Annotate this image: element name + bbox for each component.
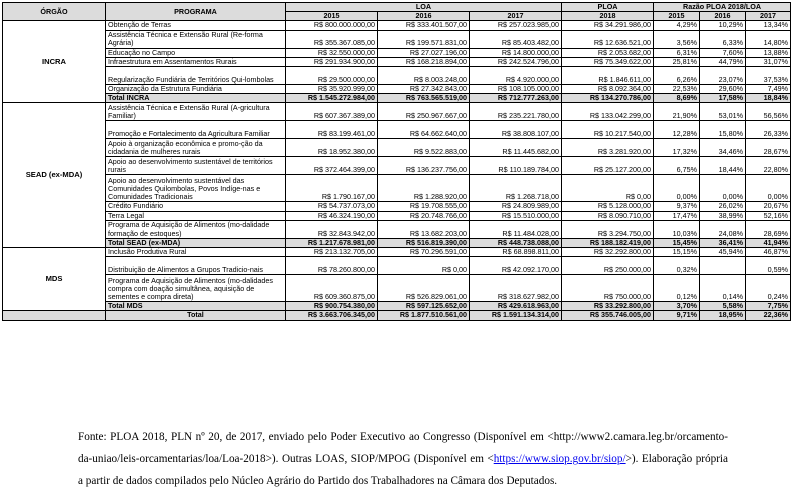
- organ-cell: SEAD (ex-MDA): [3, 103, 106, 248]
- row-program: Assistência Técnica e Extensão Rural (Re-forma Agrária): [106, 30, 286, 48]
- table-row: [3, 85, 791, 94]
- row-ratio-2017: 20,67%: [746, 202, 791, 211]
- row-value-2016: R$ 0,00: [378, 257, 470, 275]
- budget-table-container: [2, 2, 790, 321]
- header-programa: PROGRAMA: [106, 3, 286, 21]
- header-year-loa-2017: 2017: [470, 12, 562, 21]
- total-value-2015: R$ 1.545.272.984,00: [286, 94, 378, 103]
- total-value-2016: R$ 597.125.652,00: [378, 302, 470, 311]
- total-value-2018: R$ 33.292.800,00: [562, 302, 654, 311]
- total-ratio-2017: 18,84%: [746, 94, 791, 103]
- row-value-2018: R$ 5.128.000,00: [562, 202, 654, 211]
- row-value-2018: R$ 34.291.986,00: [562, 21, 654, 30]
- row-ratio-2017: 52,16%: [746, 211, 791, 220]
- row-program: Inclusão Produtiva Rural: [106, 248, 286, 257]
- row-ratio-2016: 7,60%: [700, 48, 746, 57]
- row-ratio-2016: 34,46%: [700, 139, 746, 157]
- row-value-2017: R$ 108.105.000,00: [470, 85, 562, 94]
- grand-total-row: [3, 311, 791, 320]
- row-ratio-2015: 21,90%: [654, 103, 700, 121]
- row-ratio-2015: 4,29%: [654, 21, 700, 30]
- row-value-2016: R$ 250.967.667,00: [378, 103, 470, 121]
- total-program: Total MDS: [106, 302, 286, 311]
- total-ratio-2015: 3,70%: [654, 302, 700, 311]
- total-ratio-2016: 5,58%: [700, 302, 746, 311]
- row-ratio-2015: 6,31%: [654, 48, 700, 57]
- total-value-2018: R$ 188.182.419,00: [562, 238, 654, 247]
- grand-total-ratio-2016: 18,95%: [700, 311, 746, 320]
- row-program: Infraestrutura em Assentamentos Rurais: [106, 57, 286, 66]
- row-ratio-2015: 12,28%: [654, 121, 700, 139]
- row-value-2018: R$ 32.292.800,00: [562, 248, 654, 257]
- row-value-2017: R$ 24.809.989,00: [470, 202, 562, 211]
- row-ratio-2015: 3,56%: [654, 30, 700, 48]
- budget-table-body: [3, 21, 791, 320]
- row-ratio-2017: 0,24%: [746, 275, 791, 302]
- header-ploa: PLOA: [562, 3, 654, 12]
- row-value-2018: R$ 3.294.750,00: [562, 220, 654, 238]
- row-program: Distribuição de Alimentos a Grupos Tradicio-nais: [106, 257, 286, 275]
- row-ratio-2015: 17,47%: [654, 211, 700, 220]
- total-ratio-2017: 7,75%: [746, 302, 791, 311]
- row-value-2018: R$ 8.092.364,00: [562, 85, 654, 94]
- grand-total-value-2015: R$ 3.663.706.345,00: [286, 311, 378, 320]
- row-value-2016: R$ 27.342.843,00: [378, 85, 470, 94]
- row-value-2016: R$ 333.401.507,00: [378, 21, 470, 30]
- table-row: [3, 67, 791, 85]
- row-value-2017: R$ 68.898.811,00: [470, 248, 562, 257]
- table-row: [3, 220, 791, 238]
- header-year-ratio-2017: 2017: [746, 12, 791, 21]
- total-value-2017: R$ 448.738.088,00: [470, 238, 562, 247]
- total-ratio-2015: 8,69%: [654, 94, 700, 103]
- row-value-2016: R$ 19.708.555,00: [378, 202, 470, 211]
- row-ratio-2017: 26,33%: [746, 121, 791, 139]
- header-loa: LOA: [286, 3, 562, 12]
- grand-total-program: Total: [106, 311, 286, 320]
- header-year-ploa-2018: 2018: [562, 12, 654, 21]
- total-ratio-2016: 17,58%: [700, 94, 746, 103]
- row-value-2015: R$ 355.367.085,00: [286, 30, 378, 48]
- row-ratio-2015: 6,75%: [654, 157, 700, 175]
- total-row: [3, 302, 791, 311]
- row-program: Programa de Aquisição de Alimentos (mo-dalidade formação de estoques): [106, 220, 286, 238]
- row-value-2016: R$ 168.218.894,00: [378, 57, 470, 66]
- row-value-2018: R$ 250.000,00: [562, 257, 654, 275]
- row-value-2018: R$ 12.636.521,00: [562, 30, 654, 48]
- row-value-2015: R$ 609.360.875,00: [286, 275, 378, 302]
- row-ratio-2016: 26,02%: [700, 202, 746, 211]
- row-value-2015: R$ 18.952.380,00: [286, 139, 378, 157]
- row-program: Apoio ao desenvolvimento sustentável das Comunidades Quilombolas, Povos Indíge-nas e Comunidades Tradicionais: [106, 175, 286, 202]
- row-value-2016: R$ 8.003.248,00: [378, 67, 470, 85]
- row-value-2016: R$ 199.571.831,00: [378, 30, 470, 48]
- grand-total-value-2016: R$ 1.877.510.561,00: [378, 311, 470, 320]
- row-ratio-2016: 18,44%: [700, 157, 746, 175]
- row-value-2017: R$ 235.221.780,00: [470, 103, 562, 121]
- source-text: Fonte: PLOA 2018, PLN nº 20, de 2017, enviado pelo Poder Executivo ao Congresso (Disponível em <http://www2.camara.leg.br/orcamento-da-uniao/leis-orcamentarias/loa/Loa-2018>). Outras LOAS, SIOP/MPOG (Disponível em <: [78, 431, 728, 466]
- row-value-2016: R$ 13.682.203,00: [378, 220, 470, 238]
- grand-total-organ-empty: [3, 311, 106, 320]
- header-razao: Razão PLOA 2018/LOA: [654, 3, 791, 12]
- total-value-2016: R$ 516.819.390,00: [378, 238, 470, 247]
- row-ratio-2016: 15,80%: [700, 121, 746, 139]
- row-ratio-2015: 25,81%: [654, 57, 700, 66]
- source-note: [78, 426, 728, 492]
- grand-total-value-2018: R$ 355.746.005,00: [562, 311, 654, 320]
- header-year-ratio-2015: 2015: [654, 12, 700, 21]
- table-row: [3, 275, 791, 302]
- table-row: [3, 21, 791, 30]
- row-ratio-2017: 31,07%: [746, 57, 791, 66]
- row-ratio-2015: 6,26%: [654, 67, 700, 85]
- total-program: Total INCRA: [106, 94, 286, 103]
- table-row: [3, 121, 791, 139]
- total-value-2016: R$ 763.565.519,00: [378, 94, 470, 103]
- row-ratio-2017: 13,34%: [746, 21, 791, 30]
- row-program: Obtenção de Terras: [106, 21, 286, 30]
- source-text-end: >). Elaboração própria a partir de dados compilados pelo Núcleo Agrário do Partido dos Trabalhadores na Câmara dos Deputados.: [78, 453, 728, 488]
- row-value-2017: R$ 11.445.682,00: [470, 139, 562, 157]
- row-value-2015: R$ 372.464.399,00: [286, 157, 378, 175]
- total-ratio-2015: 15,45%: [654, 238, 700, 247]
- total-value-2017: R$ 429.618.963,00: [470, 302, 562, 311]
- row-value-2018: R$ 10.217.540,00: [562, 121, 654, 139]
- row-value-2015: R$ 800.000.000,00: [286, 21, 378, 30]
- row-value-2016: R$ 20.748.766,00: [378, 211, 470, 220]
- grand-total-value-2017: R$ 1.591.134.314,00: [470, 311, 562, 320]
- table-row: [3, 48, 791, 57]
- row-program: Organização da Estrutura Fundiária: [106, 85, 286, 94]
- total-value-2018: R$ 134.270.786,00: [562, 94, 654, 103]
- total-value-2015: R$ 1.217.678.981,00: [286, 238, 378, 247]
- row-ratio-2017: 46,87%: [746, 248, 791, 257]
- header-orgao: ÓRGÃO: [3, 3, 106, 21]
- grand-total-ratio-2015: 9,71%: [654, 311, 700, 320]
- row-value-2015: R$ 32.550.000,00: [286, 48, 378, 57]
- table-row: [3, 175, 791, 202]
- row-value-2018: R$ 3.281.920,00: [562, 139, 654, 157]
- row-value-2017: R$ 4.920.000,00: [470, 67, 562, 85]
- budget-table: [2, 2, 791, 321]
- header-year-loa-2016: 2016: [378, 12, 470, 21]
- row-ratio-2017: 0,00%: [746, 175, 791, 202]
- table-row: [3, 202, 791, 211]
- row-ratio-2017: 13,88%: [746, 48, 791, 57]
- row-ratio-2017: 7,49%: [746, 85, 791, 94]
- row-program: Apoio à organização econômica e promo-ção da cidadania de mulheres rurais: [106, 139, 286, 157]
- row-program: Terra Legal: [106, 211, 286, 220]
- header-year-ratio-2016: 2016: [700, 12, 746, 21]
- row-value-2015: R$ 29.500.000,00: [286, 67, 378, 85]
- table-row: [3, 139, 791, 157]
- row-value-2017: R$ 318.627.982,00: [470, 275, 562, 302]
- row-value-2015: R$ 83.199.461,00: [286, 121, 378, 139]
- row-value-2016: R$ 136.237.756,00: [378, 157, 470, 175]
- row-program: Regularização Fundiária de Territórios Qui-lombolas: [106, 67, 286, 85]
- row-value-2018: R$ 133.042.299,00: [562, 103, 654, 121]
- row-ratio-2016: [700, 257, 746, 275]
- table-row: [3, 248, 791, 257]
- row-ratio-2016: 38,99%: [700, 211, 746, 220]
- table-row: [3, 211, 791, 220]
- row-value-2016: R$ 1.288.920,00: [378, 175, 470, 202]
- row-value-2015: R$ 46.324.190,00: [286, 211, 378, 220]
- row-ratio-2016: 6,33%: [700, 30, 746, 48]
- row-value-2015: R$ 607.367.389,00: [286, 103, 378, 121]
- row-value-2018: R$ 0,00: [562, 175, 654, 202]
- row-ratio-2017: 37,53%: [746, 67, 791, 85]
- row-value-2017: R$ 110.189.784,00: [470, 157, 562, 175]
- row-value-2015: R$ 32.843.942,00: [286, 220, 378, 238]
- total-row: [3, 94, 791, 103]
- row-program: Crédito Fundiário: [106, 202, 286, 211]
- row-value-2015: R$ 1.790.167,00: [286, 175, 378, 202]
- row-value-2017: R$ 15.510.000,00: [470, 211, 562, 220]
- row-ratio-2016: 10,29%: [700, 21, 746, 30]
- total-value-2015: R$ 900.754.380,00: [286, 302, 378, 311]
- table-row: [3, 57, 791, 66]
- total-ratio-2016: 36,41%: [700, 238, 746, 247]
- row-value-2016: R$ 70.296.591,00: [378, 248, 470, 257]
- row-value-2015: R$ 35.920.999,00: [286, 85, 378, 94]
- row-value-2017: R$ 14.800.000,00: [470, 48, 562, 57]
- row-value-2015: R$ 54.737.073,00: [286, 202, 378, 211]
- row-value-2016: R$ 64.662.640,00: [378, 121, 470, 139]
- row-ratio-2017: 56,56%: [746, 103, 791, 121]
- row-ratio-2016: 44,79%: [700, 57, 746, 66]
- total-value-2017: R$ 712.777.263,00: [470, 94, 562, 103]
- row-ratio-2016: 45,94%: [700, 248, 746, 257]
- table-row: [3, 157, 791, 175]
- row-ratio-2015: 15,15%: [654, 248, 700, 257]
- row-value-2017: R$ 257.023.985,00: [470, 21, 562, 30]
- row-value-2017: R$ 11.484.028,00: [470, 220, 562, 238]
- organ-cell: INCRA: [3, 21, 106, 103]
- total-ratio-2017: 41,94%: [746, 238, 791, 247]
- header-year-loa-2015: 2015: [286, 12, 378, 21]
- row-ratio-2015: 10,03%: [654, 220, 700, 238]
- row-value-2018: R$ 2.053.682,00: [562, 48, 654, 57]
- row-value-2017: R$ 38.808.107,00: [470, 121, 562, 139]
- row-ratio-2017: 0,59%: [746, 257, 791, 275]
- row-program: Educação no Campo: [106, 48, 286, 57]
- row-ratio-2015: 0,12%: [654, 275, 700, 302]
- row-ratio-2015: 0,00%: [654, 175, 700, 202]
- row-ratio-2017: 14,80%: [746, 30, 791, 48]
- row-ratio-2016: 23,07%: [700, 67, 746, 85]
- table-row: [3, 257, 791, 275]
- table-row: [3, 30, 791, 48]
- row-ratio-2016: 0,00%: [700, 175, 746, 202]
- row-value-2017: R$ 85.403.482,00: [470, 30, 562, 48]
- row-value-2016: R$ 27.027.196,00: [378, 48, 470, 57]
- row-value-2017: R$ 242.524.796,00: [470, 57, 562, 66]
- row-ratio-2016: 24,08%: [700, 220, 746, 238]
- row-value-2015: R$ 78.260.800,00: [286, 257, 378, 275]
- row-program: Apoio ao desenvolvimento sustentável de territórios rurais: [106, 157, 286, 175]
- row-program: Assistência Técnica e Extensão Rural (A-gricultura Familiar): [106, 103, 286, 121]
- row-ratio-2016: 0,14%: [700, 275, 746, 302]
- row-program: Promoção e Fortalecimento da Agricultura Familiar: [106, 121, 286, 139]
- row-value-2018: R$ 75.349.622,00: [562, 57, 654, 66]
- row-ratio-2015: 9,37%: [654, 202, 700, 211]
- total-row: [3, 238, 791, 247]
- row-value-2015: R$ 291.934.900,00: [286, 57, 378, 66]
- organ-cell: MDS: [3, 248, 106, 311]
- row-ratio-2016: 29,60%: [700, 85, 746, 94]
- row-value-2018: R$ 1.846.611,00: [562, 67, 654, 85]
- row-ratio-2015: 17,32%: [654, 139, 700, 157]
- row-ratio-2017: 28,69%: [746, 220, 791, 238]
- row-value-2018: R$ 8.090.710,00: [562, 211, 654, 220]
- row-ratio-2016: 53,01%: [700, 103, 746, 121]
- row-value-2018: R$ 25.127.200,00: [562, 157, 654, 175]
- siop-link[interactable]: https://www.siop.gov.br/siop/: [493, 453, 626, 466]
- row-value-2018: R$ 750.000,00: [562, 275, 654, 302]
- row-ratio-2015: 0,32%: [654, 257, 700, 275]
- table-row: [3, 103, 791, 121]
- row-ratio-2017: 22,80%: [746, 157, 791, 175]
- row-value-2015: R$ 213.132.705,00: [286, 248, 378, 257]
- row-ratio-2015: 22,53%: [654, 85, 700, 94]
- grand-total-ratio-2017: 22,36%: [746, 311, 791, 320]
- row-ratio-2017: 28,67%: [746, 139, 791, 157]
- total-program: Total SEAD (ex-MDA): [106, 238, 286, 247]
- row-value-2017: R$ 1.268.718,00: [470, 175, 562, 202]
- row-value-2017: R$ 42.092.170,00: [470, 257, 562, 275]
- row-program: Programa de Aquisição de Alimentos (mo-dalidades compra com doação simultânea, aquisição de sementes e compra direta): [106, 275, 286, 302]
- row-value-2016: R$ 526.829.061,00: [378, 275, 470, 302]
- row-value-2016: R$ 9.522.883,00: [378, 139, 470, 157]
